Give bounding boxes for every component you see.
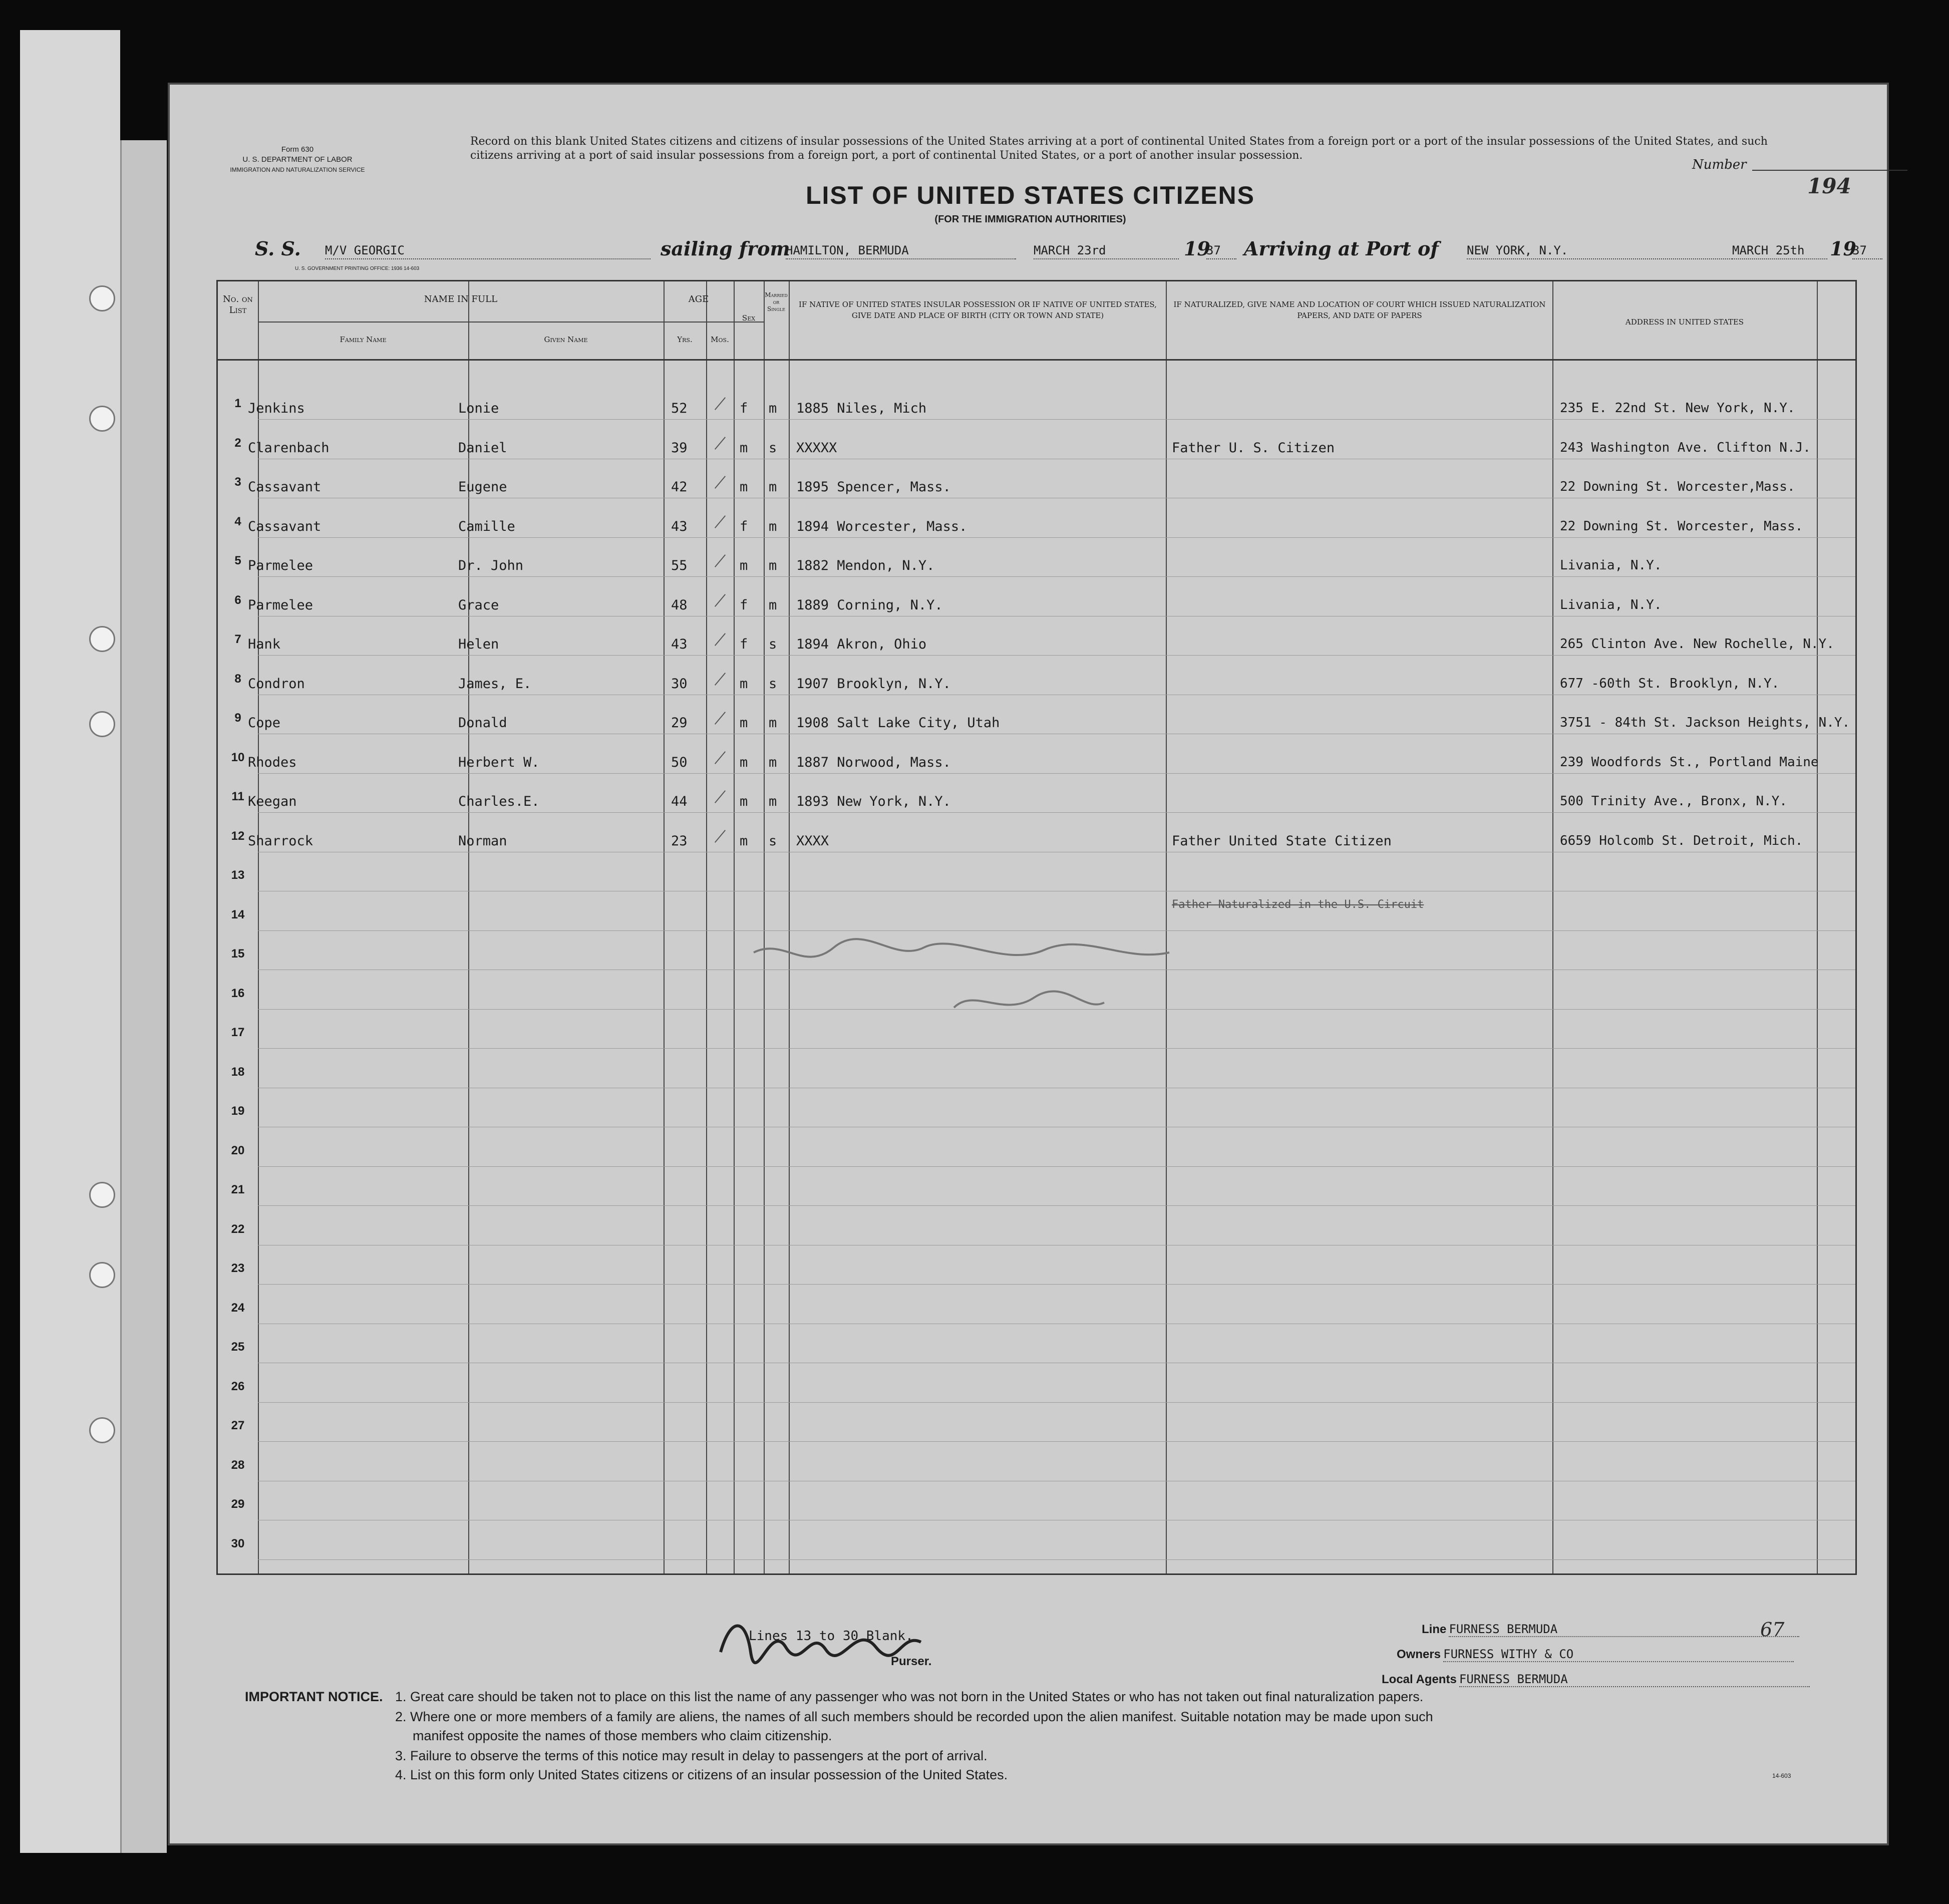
page-subtitle: (FOR THE IMMIGRATION AUTHORITIES) [934, 214, 1126, 225]
form-identifier [215, 145, 380, 175]
passenger-yrs: 50 [671, 754, 688, 770]
check-tick [715, 673, 726, 686]
sailing-line [200, 237, 1867, 262]
passenger-address: 265 Clinton Ave. New Rochelle, N.Y. [1560, 637, 1834, 652]
passenger-sex: f [740, 518, 748, 534]
passenger-given: Charles.E. [458, 794, 540, 809]
passenger-family: Condron [248, 676, 305, 692]
check-tick [715, 830, 726, 843]
check-tick [715, 712, 726, 725]
notice-item-4: 4. List on this form only United States citizens or citizens of an insular possession of the United States. [395, 1767, 1008, 1782]
header-birth: IF NATIVE OF UNITED STATES INSULAR POSSESSION OR IF NATIVE OF UNITED STATES, GIVE DATE AND PLACE OF BIRTH (CITY OR TOWN AND STATE) [799, 300, 1157, 320]
passenger-given: Donald [458, 715, 507, 731]
notice-item-2-cont: manifest opposite the names of those members who claim citizenship. [413, 1728, 832, 1743]
row-number: 8 [234, 672, 241, 686]
passenger-birth: 1894 Akron, Ohio [796, 637, 927, 652]
passenger-birth: 1887 Norwood, Mass. [796, 754, 951, 770]
number-label: Number [1692, 157, 1747, 172]
passenger-sex: f [740, 597, 748, 613]
passenger-sex: f [740, 637, 748, 652]
row-number: 29 [231, 1497, 245, 1511]
notice-item-1: 1. Great care should be taken not to place on this list the name of any passenger who was not born in the United States or who has not taken out final naturalization papers. [395, 1689, 1424, 1704]
owners-field [1397, 1647, 1794, 1662]
passenger-family: Sharrock [248, 833, 313, 849]
punch-hole [89, 1262, 115, 1288]
row-number: 6 [234, 593, 241, 607]
row-number: 15 [231, 947, 245, 961]
line-value: FURNESS BERMUDA [1449, 1622, 1799, 1637]
row-rule [258, 1559, 1855, 1560]
agents-value: FURNESS BERMUDA [1459, 1672, 1810, 1687]
passenger-family: Cassavant [248, 518, 321, 534]
passenger-yrs: 23 [671, 833, 688, 849]
passenger-address: Livania, N.Y. [1560, 558, 1662, 573]
number-line [1752, 170, 1907, 171]
passenger-sex: m [740, 440, 748, 456]
passenger-ms: m [769, 754, 777, 770]
passenger-birth: 1894 Worcester, Mass. [796, 518, 967, 534]
passenger-sex: f [740, 401, 748, 416]
passenger-yrs: 42 [671, 479, 688, 495]
passenger-birth: 1885 Niles, Mich [796, 401, 927, 416]
manifest-sheet [168, 83, 1889, 1845]
passenger-family: Cassavant [248, 479, 321, 495]
purser-label: Purser. [891, 1655, 932, 1668]
row-rule [258, 1166, 1855, 1167]
purser-label-wrap [891, 1655, 931, 1669]
passenger-given: Grace [458, 597, 499, 613]
passenger-given: Helen [458, 637, 499, 652]
row-number: 5 [234, 554, 241, 567]
passenger-sex: m [740, 676, 748, 692]
punch-hole [89, 1417, 115, 1443]
passenger-ms: m [769, 597, 777, 613]
passenger-naturalized: Father United State Citizen [1172, 833, 1392, 849]
row-number: 4 [234, 514, 241, 528]
header-naturalized: IF NATURALIZED, GIVE NAME AND LOCATION OF COURT WHICH ISSUED NATURALIZATION PAPERS, AND DATE OF PAPERS [1173, 300, 1546, 320]
row-number: 28 [231, 1458, 245, 1472]
row-rule [258, 773, 1855, 774]
passenger-birth: 1907 Brooklyn, N.Y. [796, 676, 951, 692]
passenger-ms: s [769, 833, 777, 849]
struck-naturalization-note: Father Naturalized in the U.S. Circuit [1172, 898, 1424, 911]
arrival-port: NEW YORK, N.Y. [1467, 243, 1732, 259]
passenger-ms: m [769, 479, 777, 495]
passenger-family: Keegan [248, 794, 297, 809]
printing-office-note: U. S. GOVERNMENT PRINTING OFFICE: 1936 14-603 [295, 266, 420, 271]
check-tick [715, 397, 726, 410]
passenger-ms: m [769, 518, 777, 534]
departure-date: MARCH 23rd [1034, 243, 1179, 259]
passenger-birth: 1889 Corning, N.Y. [796, 597, 943, 613]
form-code: 14-603 [1772, 1772, 1791, 1779]
row-rule [258, 537, 1855, 538]
ss-label: S. S. [255, 237, 301, 260]
header-no-on-list: No. on List [223, 294, 253, 315]
passenger-yrs: 55 [671, 558, 688, 573]
passenger-sex: m [740, 479, 748, 495]
row-number: 16 [231, 986, 245, 1000]
passenger-naturalized: Father U. S. Citizen [1172, 440, 1335, 456]
passenger-given: Camille [458, 518, 515, 534]
passenger-yrs: 29 [671, 715, 688, 731]
passenger-address: 500 Trinity Ave., Bronx, N.Y. [1560, 794, 1787, 809]
header-sex: Sex [742, 313, 756, 323]
passenger-ms: m [769, 715, 777, 731]
passenger-given: Lonie [458, 401, 499, 416]
row-rule [258, 655, 1855, 656]
line-field [1422, 1622, 1799, 1637]
arrival-date: MARCH 25th [1732, 243, 1827, 259]
row-rule [258, 1048, 1855, 1049]
passenger-given: Eugene [458, 479, 507, 495]
passenger-yrs: 52 [671, 401, 688, 416]
passenger-family: Parmelee [248, 597, 313, 613]
ship-name: M/V GEORGIC [325, 243, 651, 259]
passenger-ms: s [769, 637, 777, 652]
passenger-address: 239 Woodfords St., Portland Maine [1560, 754, 1819, 770]
blank-lines-note: Lines 13 to 30 Blank. [749, 1629, 913, 1644]
passenger-address: 3751 - 84th St. Jackson Heights, N.Y. [1560, 715, 1850, 730]
passenger-yrs: 39 [671, 440, 688, 456]
passenger-address: Livania, N.Y. [1560, 597, 1662, 612]
header-given-name: Given Name [544, 335, 588, 344]
notice-item-3: 3. Failure to observe the terms of this notice may result in delay to passengers at the port of arrival. [395, 1748, 988, 1763]
check-tick [715, 515, 726, 528]
page-edge-strip-inner [120, 140, 167, 1853]
row-number: 22 [231, 1222, 245, 1236]
row-number: 12 [231, 829, 245, 843]
agents-label: Local Agents [1382, 1673, 1457, 1686]
passenger-given: Norman [458, 833, 507, 849]
origin-port: HAMILTON, BERMUDA [786, 243, 1016, 259]
check-tick [715, 790, 726, 803]
row-number: 21 [231, 1183, 245, 1196]
departure-year: 37 [1206, 243, 1236, 259]
passenger-sex: m [740, 794, 748, 809]
passenger-address: 22 Downing St. Worcester, Mass. [1560, 518, 1803, 534]
punch-hole [89, 626, 115, 652]
row-number: 9 [234, 711, 241, 725]
passenger-address: 235 E. 22nd St. New York, N.Y. [1560, 401, 1795, 416]
row-number: 14 [231, 907, 245, 921]
passenger-yrs: 48 [671, 597, 688, 613]
owners-label: Owners [1397, 1648, 1441, 1661]
header-yrs: Yrs. [677, 335, 693, 344]
passenger-sex: m [740, 833, 748, 849]
passenger-family: Clarenbach [248, 440, 330, 456]
passenger-ms: s [769, 440, 777, 456]
arriving-label: Arriving at Port of [1244, 237, 1439, 260]
row-number: 2 [234, 436, 241, 450]
row-rule [258, 812, 1855, 813]
line-label: Line [1422, 1623, 1447, 1636]
row-number: 10 [231, 750, 245, 764]
passenger-yrs: 43 [671, 518, 688, 534]
row-number: 20 [231, 1143, 245, 1157]
check-tick [715, 437, 726, 450]
passenger-birth: 1893 New York, N.Y. [796, 794, 951, 809]
passenger-given: Herbert W. [458, 754, 540, 770]
passenger-ms: s [769, 676, 777, 692]
number-value: 194 [1807, 174, 1851, 198]
row-number: 13 [231, 868, 245, 882]
passenger-family: Hank [248, 637, 281, 652]
agents-field [1382, 1672, 1810, 1687]
passenger-birth: XXXXX [796, 440, 837, 456]
check-tick [715, 476, 726, 489]
passenger-address: 6659 Holcomb St. Detroit, Mich. [1560, 833, 1803, 848]
passenger-ms: m [769, 558, 777, 573]
passenger-address: 22 Downing St. Worcester,Mass. [1560, 479, 1795, 494]
passenger-family: Rhodes [248, 754, 297, 770]
header-married-single: Married or Single [765, 291, 788, 312]
passenger-birth: 1908 Salt Lake City, Utah [796, 715, 1000, 731]
passenger-birth: 1882 Mendon, N.Y. [796, 558, 935, 573]
row-rule [258, 930, 1855, 931]
passenger-yrs: 44 [671, 794, 688, 809]
passenger-sex: m [740, 715, 748, 731]
arrival-year-prefix: 19 [1830, 237, 1856, 260]
row-number: 24 [231, 1301, 245, 1315]
owners-value: FURNESS WITHY & CO [1443, 1647, 1794, 1662]
header-family-name: Family Name [340, 335, 387, 344]
row-number: 3 [234, 475, 241, 489]
preamble-text: Record on this blank United States citizens and citizens of insular possessions of the United States arriving at a port of continental United States from a foreign port or a port of the insular possessions of the United States, and such citizens arriving at a port of said insular possessions from a foreign port, a port of continental United States, or a port of another insular possession. [470, 135, 1768, 162]
passenger-given: Daniel [458, 440, 507, 456]
passenger-ms: m [769, 401, 777, 416]
sailing-from-label: sailing from [661, 237, 790, 260]
page-title: LIST OF UNITED STATES CITIZENS [805, 181, 1255, 209]
punch-hole [89, 406, 115, 432]
passenger-yrs: 43 [671, 637, 688, 652]
form-number: Form 630 [281, 145, 314, 154]
passenger-address: 677 -60th St. Brooklyn, N.Y. [1560, 676, 1780, 691]
passenger-yrs: 30 [671, 676, 688, 692]
notice-item-2: 2. Where one or more members of a family are aliens, the names of all such members should be recorded upon the alien manifest. Suitable notation may be made upon such [395, 1709, 1433, 1724]
punch-hole [89, 1182, 115, 1208]
punch-hole [89, 285, 115, 311]
row-number: 19 [231, 1104, 245, 1118]
check-tick [715, 554, 726, 567]
form-service: IMMIGRATION AND NATURALIZATION SERVICE [230, 166, 365, 173]
row-rule [258, 576, 1855, 577]
passenger-given: Dr. John [458, 558, 524, 573]
form-department: U. S. DEPARTMENT OF LABOR [242, 155, 353, 164]
row-rule [258, 419, 1855, 420]
passenger-family: Parmelee [248, 558, 313, 573]
passenger-family: Jenkins [248, 401, 305, 416]
row-number: 23 [231, 1261, 245, 1275]
row-number: 11 [231, 790, 244, 803]
passenger-sex: m [740, 558, 748, 573]
passenger-birth: XXXX [796, 833, 829, 849]
page-number: 67 [1760, 1619, 1785, 1641]
check-tick [715, 633, 726, 646]
passenger-birth: 1895 Spencer, Mass. [796, 479, 951, 495]
row-number: 1 [234, 397, 241, 410]
arrival-year: 37 [1852, 243, 1882, 259]
row-number: 26 [231, 1379, 245, 1393]
notice-label: IMPORTANT NOTICE. [245, 1689, 383, 1704]
passenger-given: James, E. [458, 676, 532, 692]
header-name-in-full: NAME IN FULL [424, 294, 498, 304]
row-rule [258, 1402, 1855, 1403]
row-rule [258, 1284, 1855, 1285]
row-number: 30 [231, 1536, 245, 1550]
passenger-family: Cope [248, 715, 281, 731]
header-mos: Mos. [711, 335, 729, 344]
passenger-ms: m [769, 794, 777, 809]
check-tick [715, 594, 726, 607]
check-tick [715, 751, 726, 764]
row-number: 25 [231, 1340, 245, 1354]
row-number: 17 [231, 1026, 245, 1039]
row-rule [258, 1441, 1855, 1442]
passenger-sex: m [740, 754, 748, 770]
header-address: ADDRESS IN UNITED STATES [1625, 318, 1744, 327]
passenger-address: 243 Washington Ave. Clifton N.J. [1560, 440, 1811, 455]
row-rule [258, 1205, 1855, 1206]
departure-year-prefix: 19 [1184, 237, 1210, 260]
row-number: 7 [234, 632, 241, 646]
header-age: AGE [688, 294, 709, 304]
punch-hole [89, 711, 115, 737]
row-number: 27 [231, 1419, 245, 1432]
row-number: 18 [231, 1065, 245, 1079]
handwritten-annotation [744, 932, 1420, 1048]
